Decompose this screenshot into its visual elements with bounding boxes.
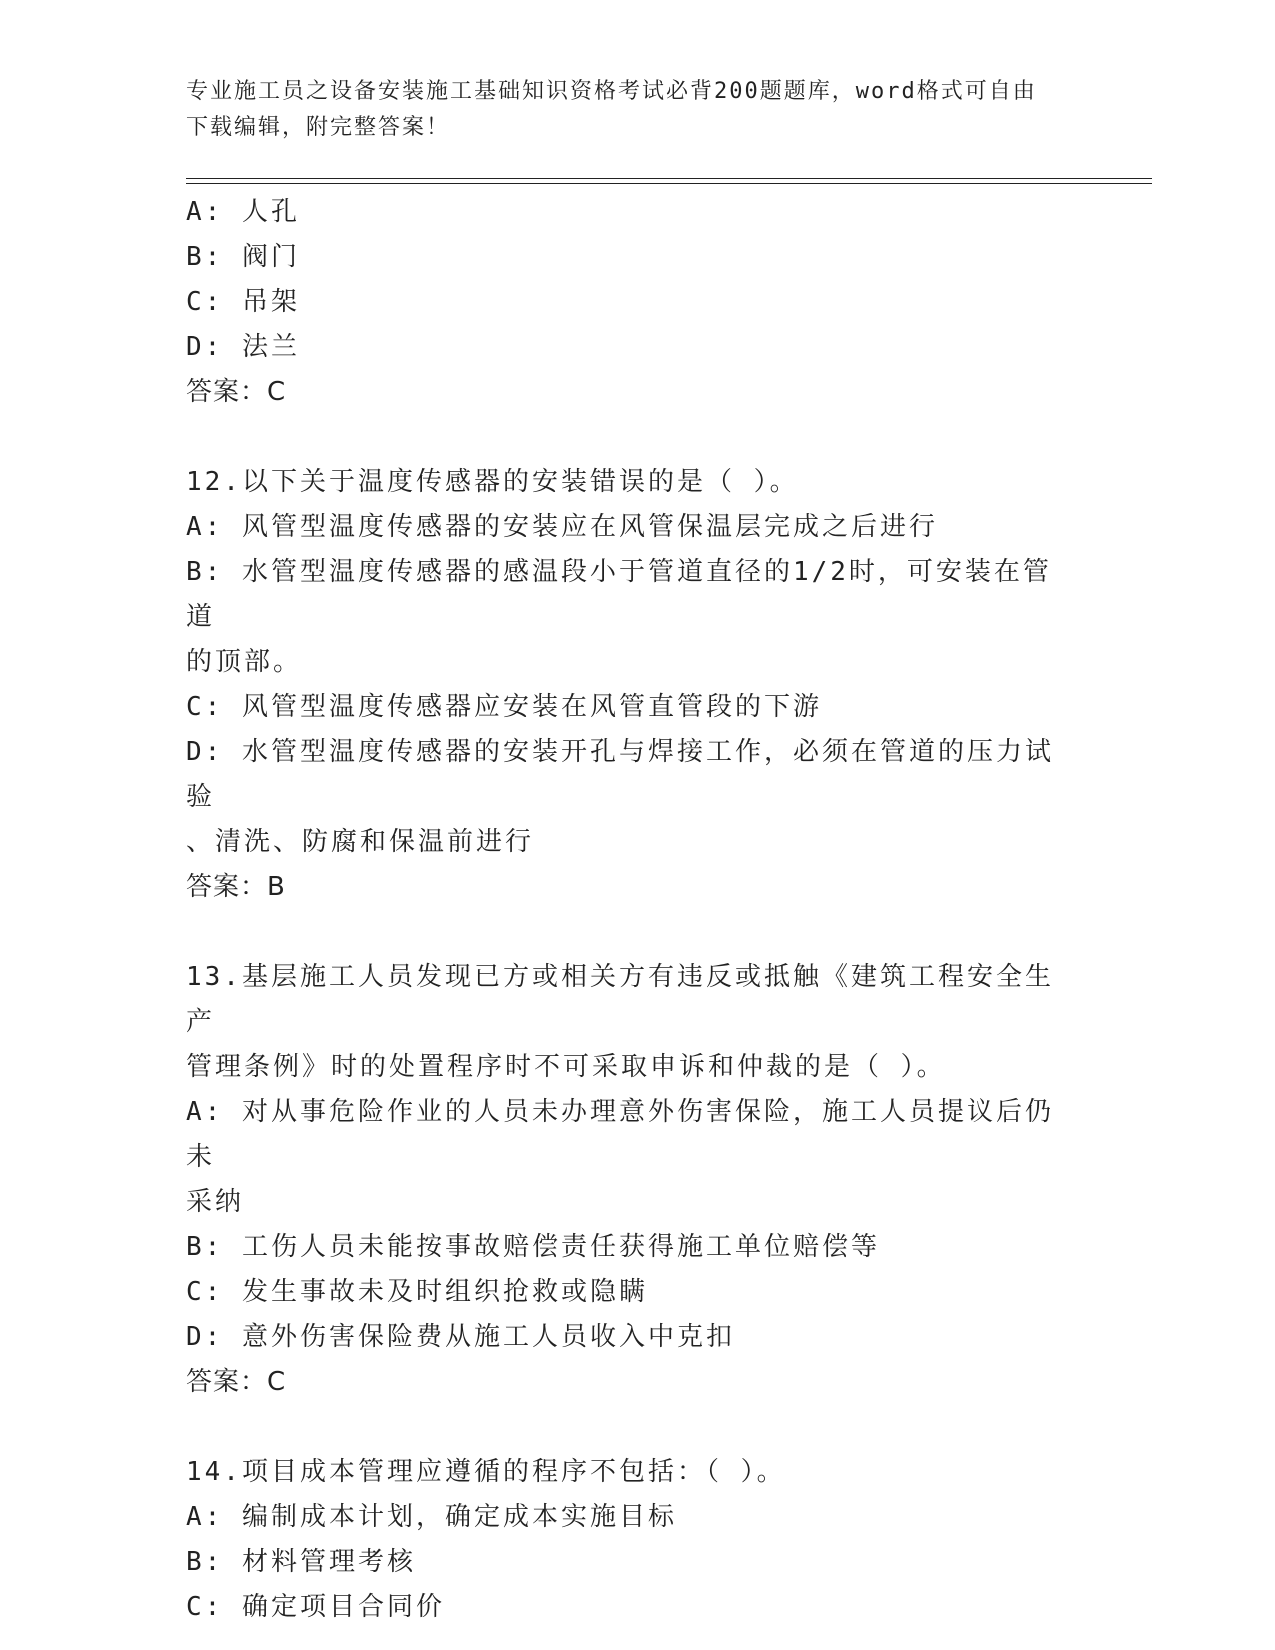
answer: 答案：C	[186, 377, 287, 407]
option-b: B: 材料管理考核	[186, 1547, 416, 1577]
option-a: A: 风管型温度传感器的安装应在风管保温层完成之后进行	[186, 512, 938, 542]
option-a: A: 人孔	[186, 197, 300, 227]
option-d: D: 法兰	[186, 332, 300, 362]
option-c: C: 发生事故未及时组织抢救或隐瞒	[186, 1277, 648, 1307]
question-14	[186, 1450, 1076, 1630]
header-line-2: 下载编辑，附完整答案！	[186, 115, 451, 140]
question-list	[186, 190, 1076, 1630]
option-d: D: 水管型温度传感器的安装开孔与焊接工作，必须在管道的压力试验	[186, 737, 1054, 812]
spacer	[186, 1405, 1076, 1450]
question-text: 12.以下关于温度传感器的安装错误的是（ ）。	[186, 467, 799, 497]
question-text: 14.项目成本管理应遵循的程序不包括：（ ）。	[186, 1457, 786, 1487]
spacer	[186, 910, 1076, 955]
option-b-continued: 的顶部。	[186, 647, 303, 677]
option-c: C: 确定项目合同价	[186, 1592, 445, 1622]
question-11	[186, 190, 1076, 415]
option-d: D: 意外伤害保险费从施工人员收入中克扣	[186, 1322, 735, 1352]
header-divider-top	[186, 178, 1152, 179]
option-c: C: 风管型温度传感器应安装在风管直管段的下游	[186, 692, 822, 722]
question-12	[186, 460, 1076, 910]
header-divider-bottom	[186, 183, 1152, 184]
option-b: B: 工伤人员未能按事故赔偿责任获得施工单位赔偿等	[186, 1232, 880, 1262]
answer: 答案：B	[186, 872, 286, 902]
option-a: A: 编制成本计划，确定成本实施目标	[186, 1502, 677, 1532]
option-d-continued: 、清洗、防腐和保温前进行	[186, 827, 535, 857]
option-b: B: 阀门	[186, 242, 300, 272]
question-text-continued: 管理条例》时的处置程序时不可采取申诉和仲裁的是（ ）。	[186, 1052, 946, 1082]
option-a-continued: 采纳	[186, 1187, 245, 1217]
answer: 答案：C	[186, 1367, 287, 1397]
spacer	[186, 415, 1076, 460]
header-line-1: 专业施工员之设备安装施工基础知识资格考试必背200题题库，word格式可自由	[186, 79, 1037, 104]
question-text: 13.基层施工人员发现已方或相关方有违反或抵触《建筑工程安全生产	[186, 962, 1054, 1037]
option-c: C: 吊架	[186, 287, 300, 317]
question-13	[186, 955, 1076, 1405]
option-a: A: 对从事危险作业的人员未办理意外伤害保险，施工人员提议后仍未	[186, 1097, 1054, 1172]
document-header	[186, 74, 1066, 146]
option-b: B: 水管型温度传感器的感温段小于管道直径的1/2时，可安装在管道	[186, 557, 1052, 632]
